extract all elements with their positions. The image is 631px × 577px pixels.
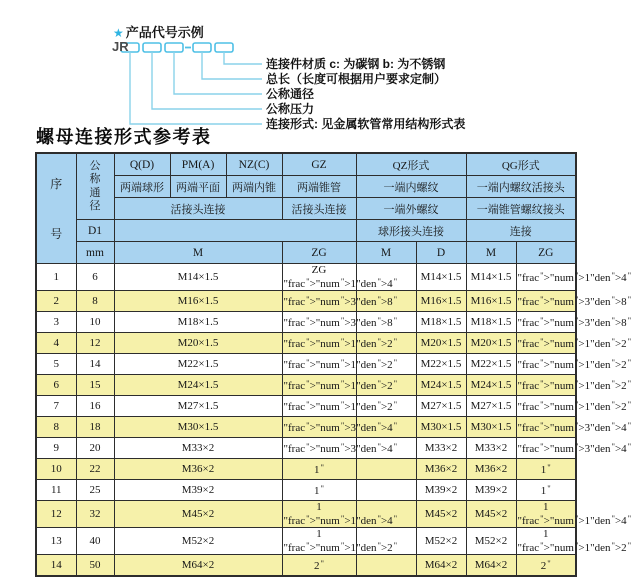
unit-m2: M [356, 242, 416, 264]
leader-line [202, 52, 262, 79]
table-cell: M14×1.5 [114, 264, 282, 291]
diagram-label: 公称通径 [266, 87, 315, 101]
table-cell: ZG "frac">"num">1" " " [283, 264, 398, 290]
table-cell: 1" [282, 479, 356, 500]
unit-zg2: ZG [516, 242, 576, 264]
col-gz: GZ [282, 153, 356, 176]
table-cell: M24×1.5 [114, 374, 282, 395]
header-row [36, 198, 576, 220]
table-row [36, 332, 576, 353]
col-nominal-diameter: 公称通径 [76, 153, 114, 220]
col-qg-sub2: 一端锥管螺纹接头 [466, 198, 576, 220]
leader-line [224, 52, 262, 64]
table-cell: M36×2 [416, 458, 466, 479]
code-box [143, 43, 161, 52]
header-row [36, 153, 576, 176]
col-q: Q(D) [114, 153, 170, 176]
table-cell: 11 [36, 479, 76, 500]
table-cell: M18×1.5 [416, 311, 466, 332]
table-cell: "frac">"num">1"den">2" [516, 332, 576, 353]
table-row [36, 311, 576, 332]
table-cell: M36×2 [114, 458, 282, 479]
col-q-sub: 两端球形 [114, 176, 170, 198]
diagram-label: 连接形式: 见金属软管常用结构形式表 [266, 117, 466, 131]
table-cell: "frac">"num">3"den">4" [516, 416, 576, 437]
table-cell: 14 [76, 353, 114, 374]
table-cell: M39×2 [416, 479, 466, 500]
table-cell: "frac">"num">1"den">2" [516, 395, 576, 416]
col-gz-sub: 两端锥管 [282, 176, 356, 198]
table-cell: 1 [36, 264, 76, 291]
col-seq-no: 序号 [36, 153, 76, 264]
table-row [36, 290, 576, 311]
col-qz-sub2: 一端外螺纹 [356, 198, 466, 220]
table-cell: 8 [36, 416, 76, 437]
table-cell: 40 [76, 527, 114, 554]
table-cell: M20×1.5 [114, 332, 282, 353]
table-cell: M27×1.5 [416, 395, 466, 416]
table-cell: 2 [36, 290, 76, 311]
table-cell: 1 "frac">"num">1" " " [283, 500, 398, 527]
code-prefix: JR [112, 39, 129, 54]
table-cell: M20×1.5 [416, 332, 466, 353]
unit-m3: M [466, 242, 516, 264]
table-cell [356, 554, 416, 576]
table-cell: 12 [36, 500, 76, 527]
table-cell: 32 [76, 500, 114, 527]
table-cell: 5 [36, 353, 76, 374]
table-cell: M39×2 [114, 479, 282, 500]
table-cell: M39×2 [466, 479, 516, 500]
table-cell: M30×1.5 [114, 416, 282, 437]
table-cell: M20×1.5 [466, 332, 516, 353]
col-qg: QG形式 [466, 153, 576, 176]
table-row [36, 500, 576, 527]
table-cell: M45×2 [114, 500, 282, 527]
table-cell: "frac">"num">1" " " [282, 395, 356, 416]
table-cell: "frac">"num">1"den">2" [516, 374, 576, 395]
table-cell: M22×1.5 [114, 353, 282, 374]
table-cell: "frac">"num">3"den">8" [516, 290, 576, 311]
diagram-label: 总长（长度可根据用户要求定制） [266, 72, 447, 86]
leader-line [152, 52, 262, 109]
col-qg-sub1: 一端内螺纹活接头 [466, 176, 576, 198]
table-cell: 2" [282, 554, 356, 576]
col-nz: NZ(C) [226, 153, 282, 176]
col-nz-sub: 两端内锥 [226, 176, 282, 198]
table-cell: 6 [76, 264, 114, 291]
table-cell: 10 [76, 311, 114, 332]
mm-label: mm [76, 242, 114, 264]
star-icon: ★ [113, 26, 124, 40]
col-qz-sub1: 一端内螺纹 [356, 176, 466, 198]
table-cell: 25 [76, 479, 114, 500]
table-cell: M45×2 [416, 500, 466, 527]
table-cell: 18 [76, 416, 114, 437]
table-cell: 3 [36, 311, 76, 332]
union-joint-left: 活接头连接 [114, 198, 282, 220]
table-cell: M33×2 [114, 437, 282, 458]
table-cell: 7 [36, 395, 76, 416]
table-cell: M27×1.5 [466, 395, 516, 416]
table-body [36, 264, 631, 576]
code-box [215, 43, 233, 52]
diagram-heading-text: 产品代号示例 [125, 25, 204, 40]
table-row [36, 416, 576, 437]
leader-line [174, 52, 262, 94]
table-cell: 20 [76, 437, 114, 458]
table-cell: M45×2 [466, 500, 516, 527]
leader-line [130, 52, 262, 124]
table-cell: 15 [76, 374, 114, 395]
table-cell: M52×2 [466, 527, 516, 554]
empty-cell [114, 220, 356, 242]
col-qg-sub3: 连接 [466, 220, 576, 242]
table-cell: "frac">"num">3" " " [282, 416, 356, 437]
table-cell: M16×1.5 [466, 290, 516, 311]
d1-label: D1 [76, 220, 114, 242]
unit-m1: M [114, 242, 282, 264]
table-row [36, 458, 576, 479]
table-cell: "frac">"num">3" " " [282, 437, 356, 458]
table-cell: 14 [36, 554, 76, 576]
table-cell: M14×1.5 [466, 264, 516, 291]
table-row [36, 527, 576, 554]
table-cell: 13 [36, 527, 76, 554]
table-cell: 4 [36, 332, 76, 353]
table-cell: M27×1.5 [114, 395, 282, 416]
table-cell: 8 [76, 290, 114, 311]
table-cell: 10 [36, 458, 76, 479]
table-cell: M22×1.5 [466, 353, 516, 374]
table-cell: 16 [76, 395, 114, 416]
table-row [36, 264, 576, 291]
table-cell: M52×2 [114, 527, 282, 554]
table-cell: M16×1.5 [416, 290, 466, 311]
table-cell: 2" [516, 554, 576, 576]
table-cell: M64×2 [114, 554, 282, 576]
table-cell: 1 "frac">"num">1" " " [283, 527, 398, 554]
table-cell: "frac">"num">1"den">2" [516, 353, 576, 374]
col-pm: PM(A) [170, 153, 226, 176]
table-cell: M18×1.5 [114, 311, 282, 332]
table-cell: 6 [36, 374, 76, 395]
table-cell: "frac">"num">3"den">8" [516, 311, 576, 332]
table-cell: "frac">"num">1" " " [282, 353, 356, 374]
table-cell: M22×1.5 [416, 353, 466, 374]
table-cell: M24×1.5 [416, 374, 466, 395]
table-cell: M36×2 [466, 458, 516, 479]
table-cell: M33×2 [466, 437, 516, 458]
table-cell: 22 [76, 458, 114, 479]
table-cell: M24×1.5 [466, 374, 516, 395]
table-cell: "frac">"num">3" " " [282, 311, 356, 332]
unit-d: D [416, 242, 466, 264]
table-cell: M18×1.5 [466, 311, 516, 332]
col-pm-sub: 两端平面 [170, 176, 226, 198]
table-row [36, 395, 576, 416]
table-row [36, 554, 576, 576]
table-row [36, 353, 576, 374]
table-cell: 1 "frac">"num">1"den">4" [517, 500, 631, 527]
table-cell: 1" [516, 479, 576, 500]
unit-zg1: ZG [282, 242, 356, 264]
table-cell: "frac">"num">1"den">4" [516, 264, 576, 291]
table-cell: M64×2 [416, 554, 466, 576]
table-cell [356, 458, 416, 479]
table-cell: 1 "frac">"num">1"den">2" [517, 527, 631, 554]
header-row [36, 176, 576, 198]
col-qz: QZ形式 [356, 153, 466, 176]
table-cell: "frac">"num">1" " " [282, 374, 356, 395]
table-cell: "frac">"num">1" " " [282, 332, 356, 353]
table-title: 螺母连接形式参考表 [36, 127, 212, 147]
table-cell [356, 479, 416, 500]
table-cell: M33×2 [416, 437, 466, 458]
code-box [165, 43, 183, 52]
table-row [36, 374, 576, 395]
table-cell: 12 [76, 332, 114, 353]
union-joint-gz: 活接头连接 [282, 198, 356, 220]
code-box [193, 43, 211, 52]
header-row [36, 242, 576, 264]
header-row [36, 220, 576, 242]
diagram-label: 公称压力 [266, 102, 315, 116]
table-cell: 9 [36, 437, 76, 458]
table-cell: "frac">"num">3"den">4" [516, 437, 576, 458]
table-cell: M52×2 [416, 527, 466, 554]
table-cell: M14×1.5 [416, 264, 466, 291]
table-row [36, 479, 576, 500]
reference-table [35, 152, 631, 577]
col-qz-sub3: 球形接头连接 [356, 220, 466, 242]
diagram-label: 连接件材质 c: 为碳钢 b: 为不锈钢 [266, 57, 446, 71]
table-cell: 1" [282, 458, 356, 479]
table-cell: 50 [76, 554, 114, 576]
table-cell: 1" [516, 458, 576, 479]
table-cell: M64×2 [466, 554, 516, 576]
table-cell: M16×1.5 [114, 290, 282, 311]
table-cell: M30×1.5 [466, 416, 516, 437]
table-cell: "frac">"num">3" " " [282, 290, 356, 311]
table-cell: M30×1.5 [416, 416, 466, 437]
table-row [36, 437, 576, 458]
